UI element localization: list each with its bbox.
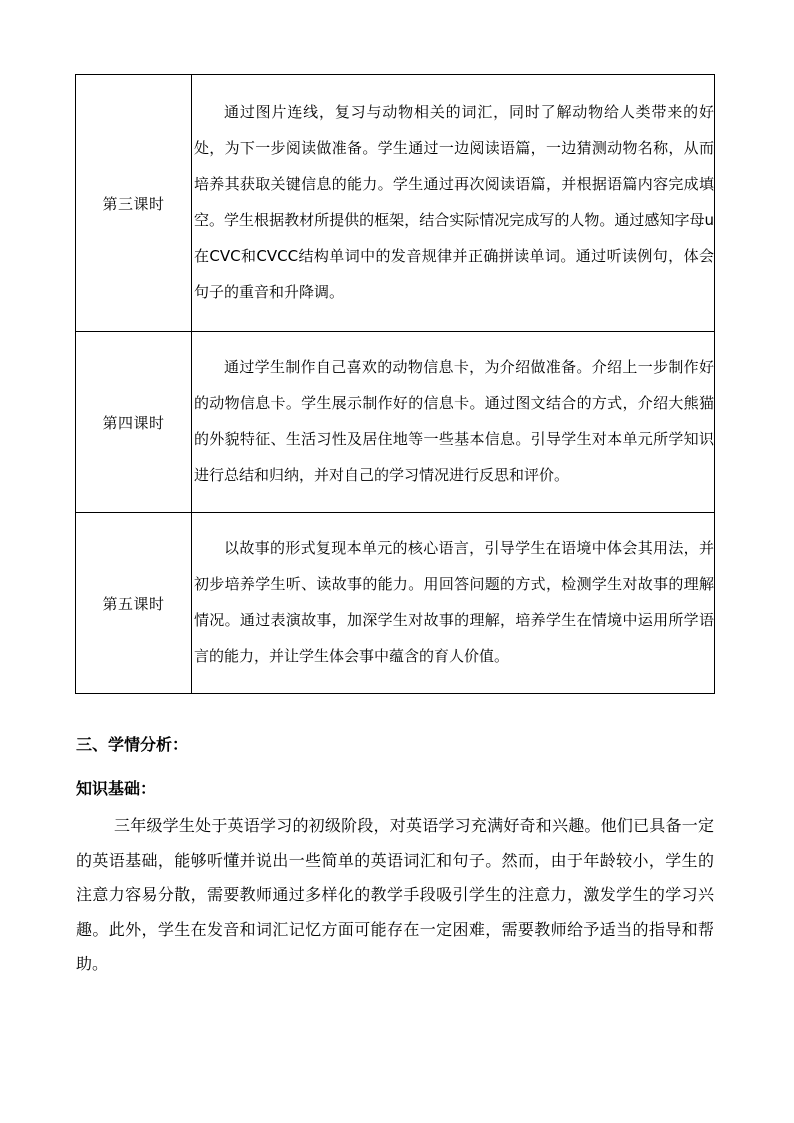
lesson-description: 以故事的形式复现本单元的核心语言，引导学生在语境中体会其用法，并初步培养学生听、读故事的能力。用回答问题的方式，检测学生对故事的理解情况。通过表演故事，加深学生对故事的理解，培养学生在情境中运用所学语言的能力，并让学生体会事中蕴含的育人价值。 [194,539,714,665]
lesson-period-label: 第三课时 [76,75,192,332]
lesson-plan-table [75,74,715,694]
table-row [76,332,715,513]
sub-heading: 知识基础： [76,779,157,798]
lesson-description: 通过图片连线，复习与动物相关的词汇，同时了解动物给人类带来的好处，为下一步阅读做准备。学生通过一边阅读语篇，一边猜测动物名称，从而培养其获取关键信息的能力。学生通过再次阅读语篇，并根据语篇内容完成填空。学生根据教材所提供的框架，结合实际情况完成写的人物。通过感知字母u在CVC和CVCC结构单词中的发音规律并正确拼读单词。通过听读例句，体会句子的重音和升降调。 [194,103,714,301]
lesson-description-cell [192,75,715,332]
lesson-period-label: 第四课时 [76,332,192,513]
section-heading: 三、学情分析： [76,735,189,754]
lesson-description-cell [192,332,715,513]
lesson-description-cell [192,513,715,694]
lesson-description: 通过学生制作自己喜欢的动物信息卡，为介绍做准备。介绍上一步制作好的动物信息卡。学生展示制作好的信息卡。通过图文结合的方式，介绍大熊猫的外貌特征、生活习性及居住地等一些基本信息。引导学生对本单元所学知识进行总结和归纳，并对自己的学习情况进行反思和评价。 [194,358,714,484]
table-row [76,75,715,332]
lesson-period-label: 第五课时 [76,513,192,694]
table-row [76,513,715,694]
body-paragraph: 三年级学生处于英语学习的初级阶段，对英语学习充满好奇和兴趣。他们已具备一定的英语基础，能够听懂并说出一些简单的英语词汇和句子。然而，由于年龄较小，学生的注意力容易分散，需要教师通过多样化的教学手段吸引学生的注意力，激发学生的学习兴趣。此外，学生在发音和词汇记忆方面可能存在一定困难，需要教师给予适当的指导和帮助。 [76,816,714,973]
